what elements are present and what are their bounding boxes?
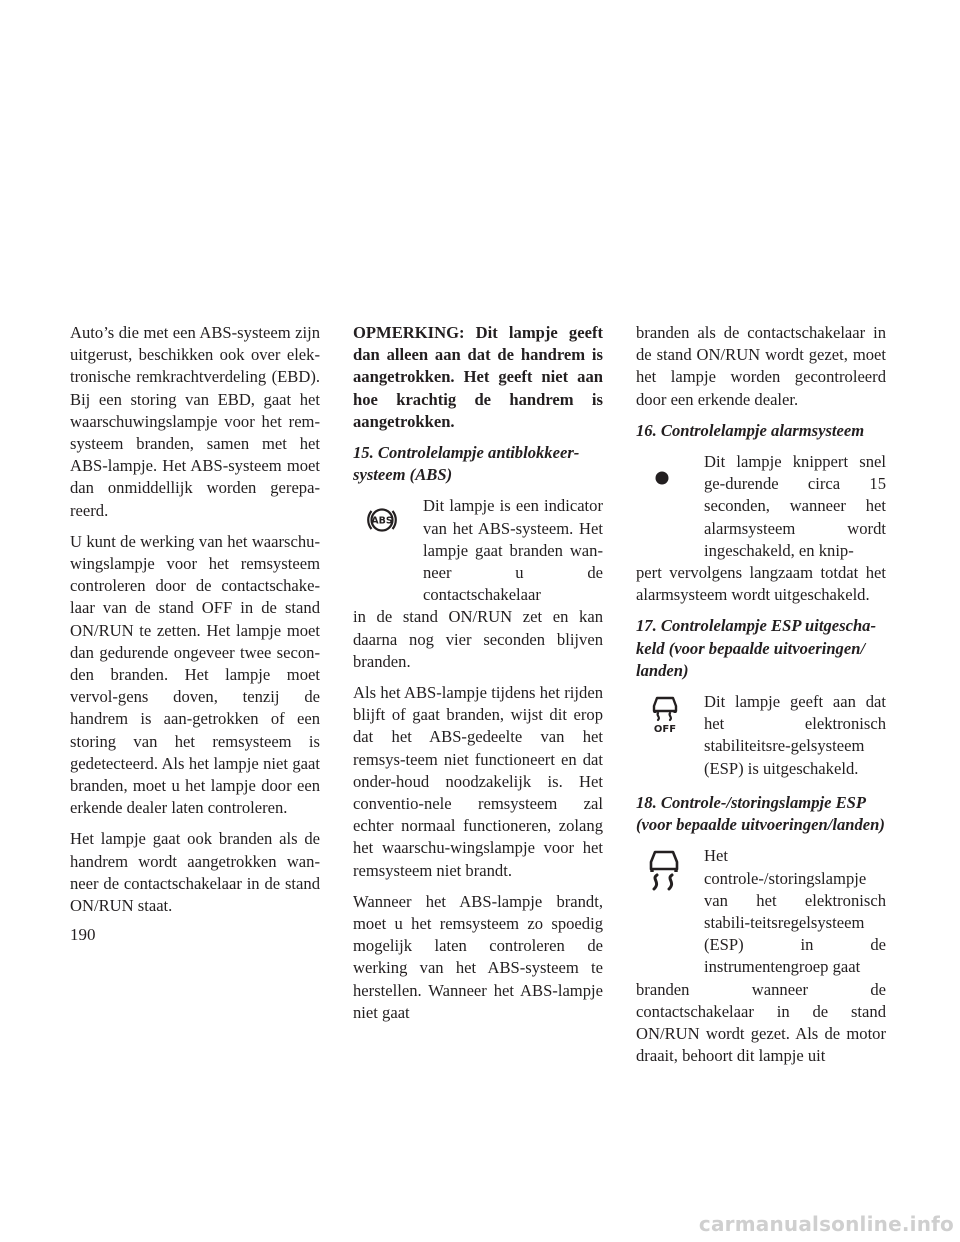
paragraph-abs-driving: Als het ABS-lampje tijdens het rijden blijft of gaat branden, wijst dit erop dat het ABS-gedeelte van het remsys-teem niet functioneert en dat onder-houd noodzakelijk is. Het conventio-nele remsysteem zal echter normaal functioneren, zolang het waarschu-wingslampje voor het remsysteem niet brandt. [353, 683, 603, 880]
esp-off-icon [650, 695, 680, 735]
heading-esp-off: 17. Controlelampje ESP uitgescha-keld (voor bepaalde uitvoeringen/ landen) [636, 616, 877, 680]
esp-off-icon-label: OFF [653, 724, 677, 736]
column-right [636, 322, 886, 1076]
esp-off-text: Dit lampje geeft aan dat het elektronisch stabiliteitsre-gelsysteem (ESP) is uitgeschakeld. [704, 692, 886, 778]
column-middle [353, 322, 603, 1033]
heading-esp: 18. Controle-/storingslampje ESP (voor bepaalde uitvoeringen/landen) [636, 793, 885, 835]
paragraph-continuation: branden als de contactschakelaar in de stand ON/RUN wordt gezet, moet het lampje worden gecontroleerd door een erkende dealer. [636, 323, 886, 409]
esp-indicator-icon [646, 849, 682, 895]
heading-alarm: 16. Controlelampje alarmsysteem [636, 420, 865, 440]
paragraph-ebd: Auto’s die met een ABS-systeem zijn uitgerust, beschikken ook over elek-tronische remkrachtverdeling (EBD). Bij een storing van EBD, gaat het waarschuwingslampje voor het rem-systeem branden, samen met het ABS-lampje. Het ABS-systeem moet dan onmiddellijk worden gerepa-reerd. [70, 323, 320, 520]
alarm-text-rest: pert vervolgens langzaam totdat het alarmsysteem wordt uitgeschakeld. [636, 563, 886, 605]
esp-text-indented: Het controle-/storingslampje van het elektronisch stabili-teitsregelsysteem (ESP) in de instrumentengroep gaat [704, 846, 886, 977]
heading-abs: 15. Controlelampje antiblokkeer-systeem (ABS) [353, 443, 580, 485]
esp-off-section [636, 691, 886, 783]
paragraph-brake-check: U kunt de werking van het waarschu-wingslampje voor het remsysteem controleren door de contactschake-laar van de stand OFF in de stand ON/RUN te zetten. Het lampje moet dan gedurende ongeveer twee secon-den branden. Het lampje moet vervol-gens doven, tenzij de handrem is aan-getrokken of een storing van het remsysteem is gedetecteerd. Als het lampje niet gaat branden, moet u het lampje door een erkende dealer laten controleren. [70, 531, 320, 818]
page-number: 190 [70, 925, 96, 944]
abs-text-indented: Dit lampje is een indicator van het ABS-systeem. Het lampje gaat branden wan-neer u de contactschakelaar [423, 496, 603, 605]
abs-text-rest: in de stand ON/RUN zet en kan daarna nog vier seconden blijven branden. [353, 607, 603, 671]
watermark-logo: carmanualsonline.info [698, 1212, 954, 1236]
esp-section [636, 845, 886, 978]
esp-text-rest: branden wanneer de contactschakelaar in de stand ON/RUN wordt gezet. Als de motor draait, behoort dit lampje uit [636, 979, 886, 1066]
alarm-text-indented: Dit lampje knippert snel ge-durende circa 15 seconden, wanneer het alarmsysteem wordt ingeschakeld, en knip- [704, 452, 886, 560]
paragraph-abs-service: Wanneer het ABS-lampje brandt, moet u het remsysteem zo spoedig mogelijk laten controleren de werking van het ABS-systeem te herstellen. Wanneer het ABS-lampje niet gaat [353, 891, 603, 1022]
abs-icon-label: ABS [371, 516, 393, 528]
alarm-indicator-icon [655, 471, 669, 485]
abs-warning-icon [365, 503, 399, 537]
note-handbrake: OPMERKING: Dit lampje geeft dan alleen aan dat de handrem is aangetrokken. Het geeft niet aan hoe krachtig de handrem is aangetrokken. [353, 323, 603, 431]
column-left [70, 322, 320, 926]
paragraph-handbrake: Het lampje gaat ook branden als de handrem wordt aangetrokken wan-neer de contactschakelaar in de stand ON/RUN staat. [70, 829, 320, 916]
alarm-section [636, 451, 886, 562]
abs-section [353, 495, 603, 606]
